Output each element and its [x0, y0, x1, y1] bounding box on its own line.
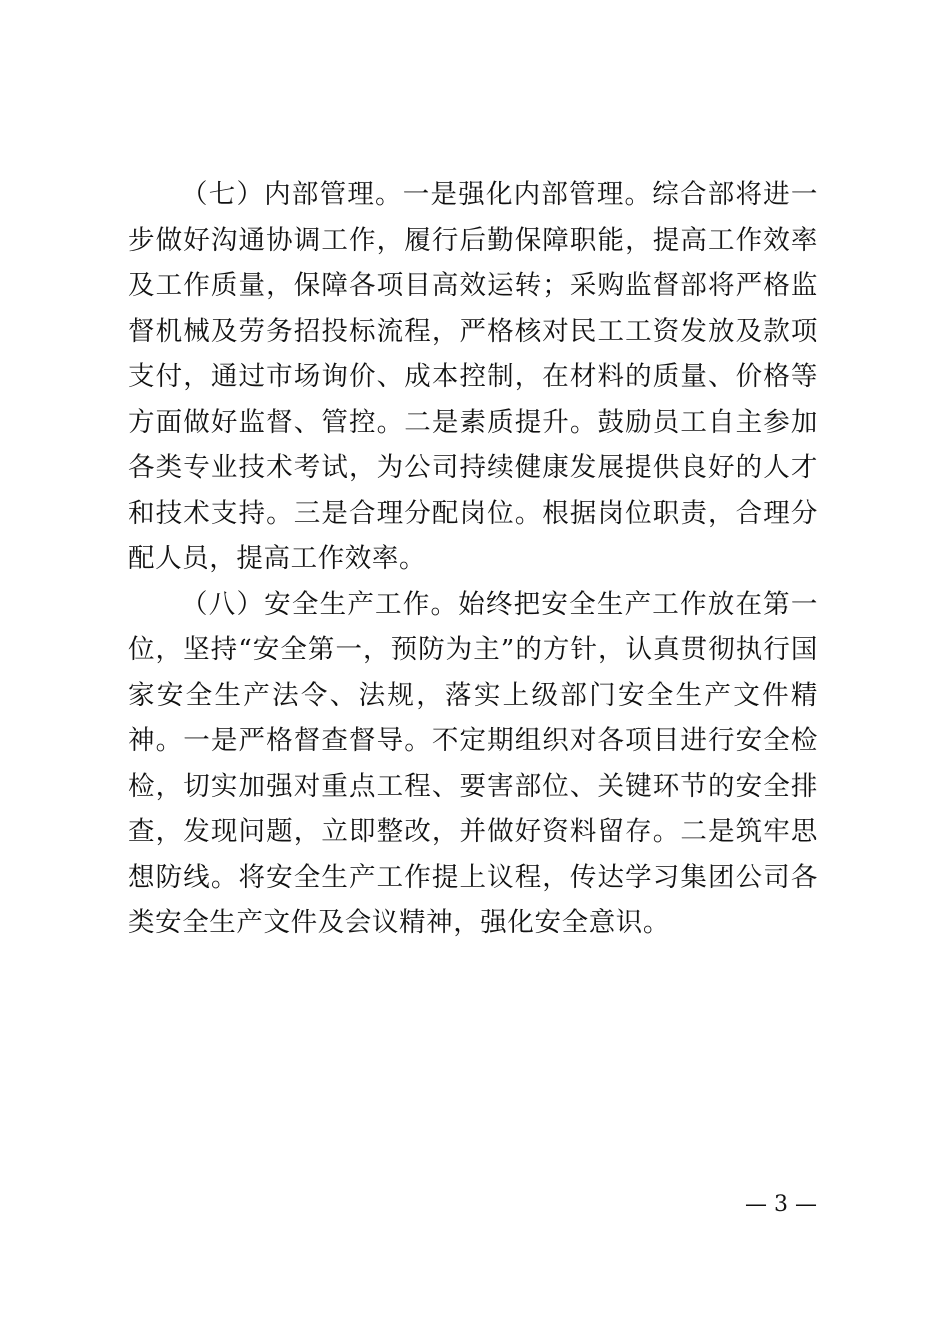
document-body [128, 172, 818, 946]
section-heading-internal-management: （七）内部管理。 [181, 179, 403, 210]
paragraph-internal-management [128, 172, 818, 582]
page-number: — 3 — [745, 1192, 817, 1217]
paragraph-safety-production [128, 582, 818, 946]
section-heading-safety-production: （八）安全生产工作。 [181, 588, 459, 620]
section-text-internal-management: 一是强化内部管理。综合部将进一步做好沟通协调工作，履行后勤保障职能，提高工作效率及工作质量，保障各项目高效运转；采购监督部将严格监督机械及劳务招投标流程，严格核对民工工资发放及款项支付，通过市场询价、成本控制，在材料的质量、价格等方面做好监督、管控。二是素质提升。鼓励员工自主参加各类专业技术考试，为公司持续健康发展提供良好的人才和技术支持。三是合理分配岗位。根据岗位职责，合理分配人员，提高工作效率。 [128, 179, 818, 574]
section-text-safety-production: 始终把安全生产工作放在第一位，坚持“安全第一，预防为主”的方针，认真贯彻执行国家安全生产法令、法规，落实上级部门安全生产文件精神。一是严格督查督导。不定期组织对各项目进行安全检检，切实加强对重点工程、要害部位、关键环节的安全排查，发现问题，立即整改，并做好资料留存。二是筑牢思想防线。将安全生产工作提上议程，传达学习集团公司各类安全生产文件及会议精神，强化安全意识。 [128, 588, 819, 938]
